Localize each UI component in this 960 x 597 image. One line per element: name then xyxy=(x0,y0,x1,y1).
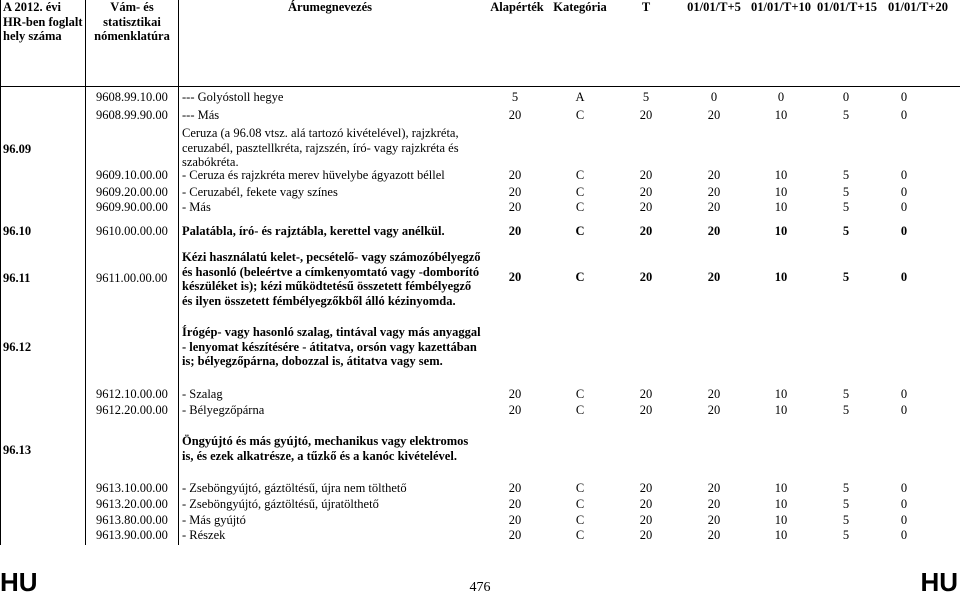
rate-t20: 0 xyxy=(900,90,908,104)
nomenclature-code: 9613.10.00.00 xyxy=(96,481,168,495)
rate-t20: 0 xyxy=(900,497,908,511)
nomenclature-code: 9609.90.00.00 xyxy=(96,200,168,214)
category: C xyxy=(575,108,585,122)
header-t10-label: 01/01/T+10 xyxy=(751,0,811,14)
footer-language-left: HU xyxy=(0,567,38,597)
rate-t20: 0 xyxy=(900,403,908,417)
rate-t20: 0 xyxy=(900,513,908,527)
position-number: 96.11 xyxy=(3,271,31,285)
description: Ceruza (a 96.08 vtsz. alá tartozó kivételével), rajzkréta, ceruzabél, pasztellkréta, rajzszén, író- vagy rajzkréta és szabókréta. xyxy=(182,126,459,169)
nomenclature-code: 9612.10.00.00 xyxy=(96,387,168,401)
header-t5 xyxy=(680,0,748,86)
base-rate: 20 xyxy=(508,528,522,542)
rate-t15: 5 xyxy=(842,108,850,122)
rate-t15: 5 xyxy=(842,185,850,199)
category: C xyxy=(575,168,585,182)
description: - Ceruza és rajzkréta merev hüvelybe ágyazott béllel xyxy=(182,168,445,182)
rate-t20: 0 xyxy=(900,168,908,182)
category: C xyxy=(575,185,585,199)
rate-t15: 5 xyxy=(842,224,850,238)
rate-t10: 10 xyxy=(774,387,788,401)
base-rate: 5 xyxy=(511,90,519,104)
description: - Részek xyxy=(182,528,226,542)
category: C xyxy=(575,270,585,284)
rate-t20: 0 xyxy=(900,528,908,542)
rate-t5: 20 xyxy=(707,224,721,238)
rate-t20: 0 xyxy=(900,200,908,214)
rate-t10: 10 xyxy=(774,513,788,527)
rate-t20: 0 xyxy=(900,224,908,238)
footer-language-right: HU xyxy=(920,567,958,597)
rate-t5: 0 xyxy=(710,90,718,104)
base-rate: 20 xyxy=(508,270,522,284)
rate-t: 20 xyxy=(639,200,653,214)
rate-t: 20 xyxy=(639,185,653,199)
header-position-label: A 2012. évi HR-ben foglalt hely száma xyxy=(3,0,83,43)
rate-t5: 20 xyxy=(707,528,721,542)
nomenclature-code: 9608.99.10.00 xyxy=(96,90,168,104)
category: C xyxy=(575,497,585,511)
rate-t: 20 xyxy=(639,108,653,122)
header-t5-label: 01/01/T+5 xyxy=(687,0,741,14)
header-position xyxy=(0,0,87,86)
rate-t5: 20 xyxy=(707,497,721,511)
base-rate: 20 xyxy=(508,513,522,527)
header-divider xyxy=(0,86,960,87)
base-rate: 20 xyxy=(508,387,522,401)
description: --- Golyóstoll hegye xyxy=(182,90,284,104)
rate-t10: 10 xyxy=(774,108,788,122)
rate-t10: 10 xyxy=(774,168,788,182)
rate-t5: 20 xyxy=(707,403,721,417)
nomenclature-code: 9610.00.00.00 xyxy=(96,224,168,238)
category: C xyxy=(575,224,585,238)
base-rate: 20 xyxy=(508,481,522,495)
header-t15-label: 01/01/T+15 xyxy=(817,0,877,14)
rate-t5: 20 xyxy=(707,481,721,495)
base-rate: 20 xyxy=(508,108,522,122)
rate-t: 20 xyxy=(639,168,653,182)
base-rate: 20 xyxy=(508,403,522,417)
rate-t15: 5 xyxy=(842,200,850,214)
header-t20 xyxy=(878,0,958,86)
rate-t: 20 xyxy=(639,497,653,511)
rate-t15: 0 xyxy=(842,90,850,104)
rate-t15: 5 xyxy=(842,403,850,417)
nomenclature-code: 9613.20.00.00 xyxy=(96,497,168,511)
header-category xyxy=(550,0,610,86)
rate-t20: 0 xyxy=(900,270,908,284)
position-number: 96.10 xyxy=(3,224,32,238)
rate-t5: 20 xyxy=(707,108,721,122)
group-code: 96.13 xyxy=(3,443,32,457)
rate-t: 5 xyxy=(642,90,650,104)
description: - Zseböngyújtó, gáztöltésű, újratölthető xyxy=(182,497,379,511)
header-base-rate xyxy=(484,0,550,86)
header-category-label: Kategória xyxy=(553,0,607,14)
rate-t10: 10 xyxy=(774,497,788,511)
rate-t10: 10 xyxy=(774,224,788,238)
rate-t15: 5 xyxy=(842,528,850,542)
rate-t10: 10 xyxy=(774,185,788,199)
category: C xyxy=(575,403,585,417)
rate-t20: 0 xyxy=(900,387,908,401)
rate-t5: 20 xyxy=(707,513,721,527)
rate-t: 20 xyxy=(639,403,653,417)
rate-t5: 20 xyxy=(707,200,721,214)
header-t20-label: 01/01/T+20 xyxy=(888,0,948,14)
nomenclature-code: 9613.90.00.00 xyxy=(96,528,168,542)
base-rate: 20 xyxy=(508,497,522,511)
rate-t5: 20 xyxy=(707,185,721,199)
nomenclature-code: 9609.10.00.00 xyxy=(96,168,168,182)
rate-t15: 5 xyxy=(842,270,850,284)
rate-t: 20 xyxy=(639,513,653,527)
rate-t15: 5 xyxy=(842,387,850,401)
description: - Szalag xyxy=(182,387,223,401)
rate-t5: 20 xyxy=(707,270,721,284)
rate-t5: 20 xyxy=(707,168,721,182)
description: - Zseböngyújtó, gáztöltésű, újra nem tölthető xyxy=(182,481,407,495)
base-rate: 20 xyxy=(508,200,522,214)
category: C xyxy=(575,200,585,214)
category: C xyxy=(575,481,585,495)
base-rate: 20 xyxy=(508,224,522,238)
rate-t20: 0 xyxy=(900,185,908,199)
rate-t15: 5 xyxy=(842,168,850,182)
category: A xyxy=(575,90,585,104)
nomenclature-code: 9608.99.90.00 xyxy=(96,108,168,122)
rate-t: 20 xyxy=(639,528,653,542)
nomenclature-code: 9609.20.00.00 xyxy=(96,185,168,199)
header-nomenclature xyxy=(86,0,178,86)
group-code: 96.09 xyxy=(3,142,32,156)
header-t10 xyxy=(748,0,814,86)
nomenclature-code: 9612.20.00.00 xyxy=(96,403,168,417)
rate-t: 20 xyxy=(639,387,653,401)
category: C xyxy=(575,528,585,542)
rate-t10: 10 xyxy=(774,200,788,214)
base-rate: 20 xyxy=(508,185,522,199)
header-description-label: Árumegnevezés xyxy=(288,0,372,14)
page-number: 476 xyxy=(469,580,491,595)
rate-t10: 10 xyxy=(774,481,788,495)
header-t15 xyxy=(814,0,880,86)
nomenclature-code: 9611.00.00.00 xyxy=(96,271,168,285)
description: Öngyújtó és más gyújtó, mechanikus vagy elektromos is, és ezek alkatrésze, a tűzkő és a kanóc kivételével. xyxy=(182,434,469,463)
rate-t: 20 xyxy=(639,224,653,238)
grid-line xyxy=(85,0,86,545)
rate-t10: 10 xyxy=(774,270,788,284)
category: C xyxy=(575,513,585,527)
group-code: 96.12 xyxy=(3,340,32,354)
rate-t20: 0 xyxy=(900,108,908,122)
rate-t10: 0 xyxy=(777,90,785,104)
header-t xyxy=(615,0,677,86)
header-nomenclature-label: Vám- és statisztikai nómenklatúra xyxy=(94,0,170,43)
rate-t: 20 xyxy=(639,481,653,495)
rate-t5: 20 xyxy=(707,387,721,401)
description: - Ceruzabél, fekete vagy színes xyxy=(182,185,338,199)
grid-line xyxy=(178,0,179,545)
header-t-label: T xyxy=(641,0,651,14)
rate-t20: 0 xyxy=(900,481,908,495)
description: --- Más xyxy=(182,108,220,122)
rate-t10: 10 xyxy=(774,528,788,542)
description: - Más gyújtó xyxy=(182,513,246,527)
rate-t15: 5 xyxy=(842,481,850,495)
description: Írógép- vagy hasonló szalag, tintával vagy más anyaggal - lenyomat készítésére - átitatva, orsón vagy kazettában is; bélyegzőpárna, dobozzal is, átitatva vagy sem. xyxy=(182,325,481,368)
base-rate: 20 xyxy=(508,168,522,182)
header-base-rate-label: Alapérték xyxy=(490,0,544,14)
category: C xyxy=(575,387,585,401)
description: - Bélyegzőpárna xyxy=(182,403,265,417)
description: Kézi használatú kelet-, pecsételő- vagy számozóbélyegző és hasonló (beleértve a címkenyomtató vagy -domborító készüléket is); kézi működtetésű összetett fémbélyegző és ilyen összetett fémbélyegzőkből álló kézinyomda. xyxy=(182,250,481,308)
rate-t15: 5 xyxy=(842,513,850,527)
rate-t10: 10 xyxy=(774,403,788,417)
rate-t15: 5 xyxy=(842,497,850,511)
nomenclature-code: 9613.80.00.00 xyxy=(96,513,168,527)
rate-t: 20 xyxy=(639,270,653,284)
grid-line xyxy=(0,0,1,545)
description: - Más xyxy=(182,200,211,214)
header-description xyxy=(180,0,480,86)
description: Palatábla, író- és rajztábla, kerettel vagy anélkül. xyxy=(182,224,445,238)
